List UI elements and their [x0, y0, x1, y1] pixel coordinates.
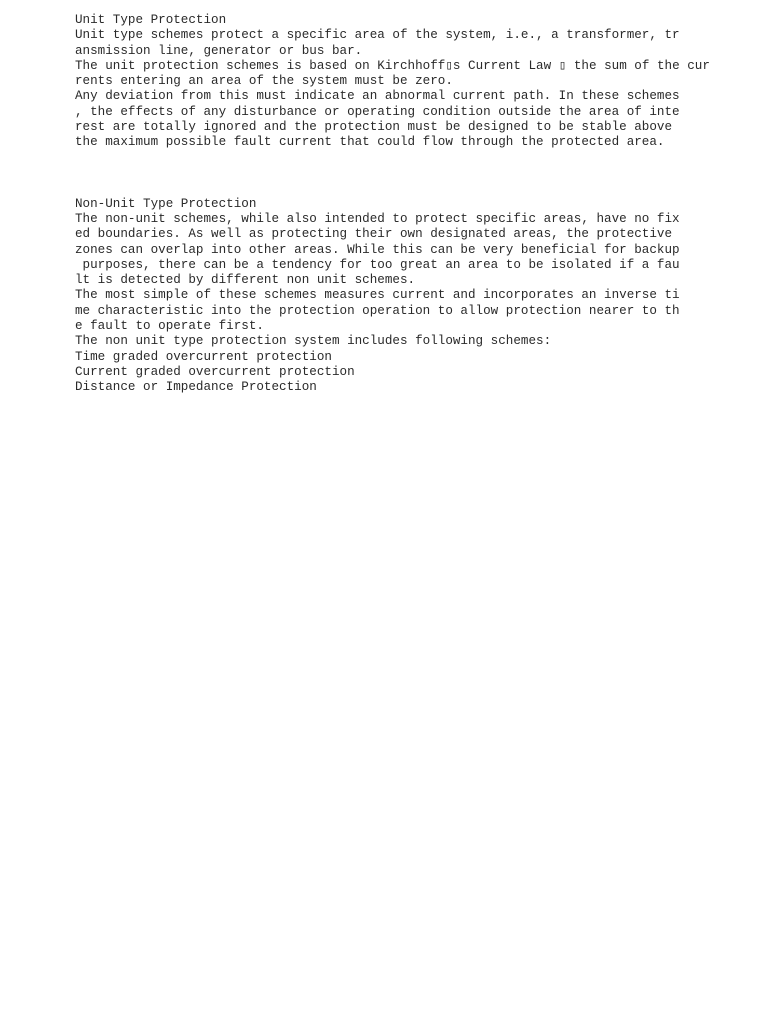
text-line: ed boundaries. As well as protecting their own designated areas, the protective — [75, 227, 673, 242]
text-line: The unit protection schemes is based on Kirchhoff▯s Current Law ▯ the sum of the cur — [75, 58, 710, 73]
text-line: , the effects of any disturbance or operating condition outside the area of inte — [75, 104, 680, 119]
text-line: ansmission line, generator or bus bar. — [75, 43, 363, 58]
text-line: e fault to operate first. — [75, 319, 264, 334]
text-line: zones can overlap into other areas. While this can be very beneficial for backup — [75, 242, 680, 257]
text-line: purposes, there can be a tendency for too great an area to be isolated if a fau — [75, 257, 680, 272]
text-line: the maximum possible fault current that could flow through the protected area. — [75, 135, 665, 150]
text-line: The non unit type protection system includes following schemes: — [75, 334, 552, 349]
list-item: Time graded overcurrent protection — [75, 349, 332, 364]
section-spacer — [75, 151, 755, 197]
text-line: Unit type schemes protect a specific area of the system, i.e., a transformer, tr — [75, 28, 680, 43]
list-item: Distance or Impedance Protection — [75, 380, 317, 395]
text-line: rest are totally ignored and the protection must be designed to be stable above — [75, 120, 673, 135]
list-item: Current graded overcurrent protection — [75, 364, 355, 379]
text-line: The non-unit schemes, while also intended to protect specific areas, have no fix — [75, 211, 680, 226]
section-heading: Unit Type Protection — [75, 13, 227, 27]
text-line: Any deviation from this must indicate an abnormal current path. In these schemes — [75, 89, 680, 104]
text-line: lt is detected by different non unit schemes. — [75, 273, 416, 288]
text-line: rents entering an area of the system must be zero. — [75, 74, 453, 89]
section-heading: Non-Unit Type Protection — [75, 196, 257, 211]
text-line: me characteristic into the protection operation to allow protection nearer to th — [75, 303, 680, 318]
text-line: The most simple of these schemes measures current and incorporates an inverse ti — [75, 288, 680, 303]
document-page — [75, 13, 755, 396]
section-non-unit-type-protection — [75, 197, 755, 396]
section-unit-type-protection — [75, 13, 755, 151]
